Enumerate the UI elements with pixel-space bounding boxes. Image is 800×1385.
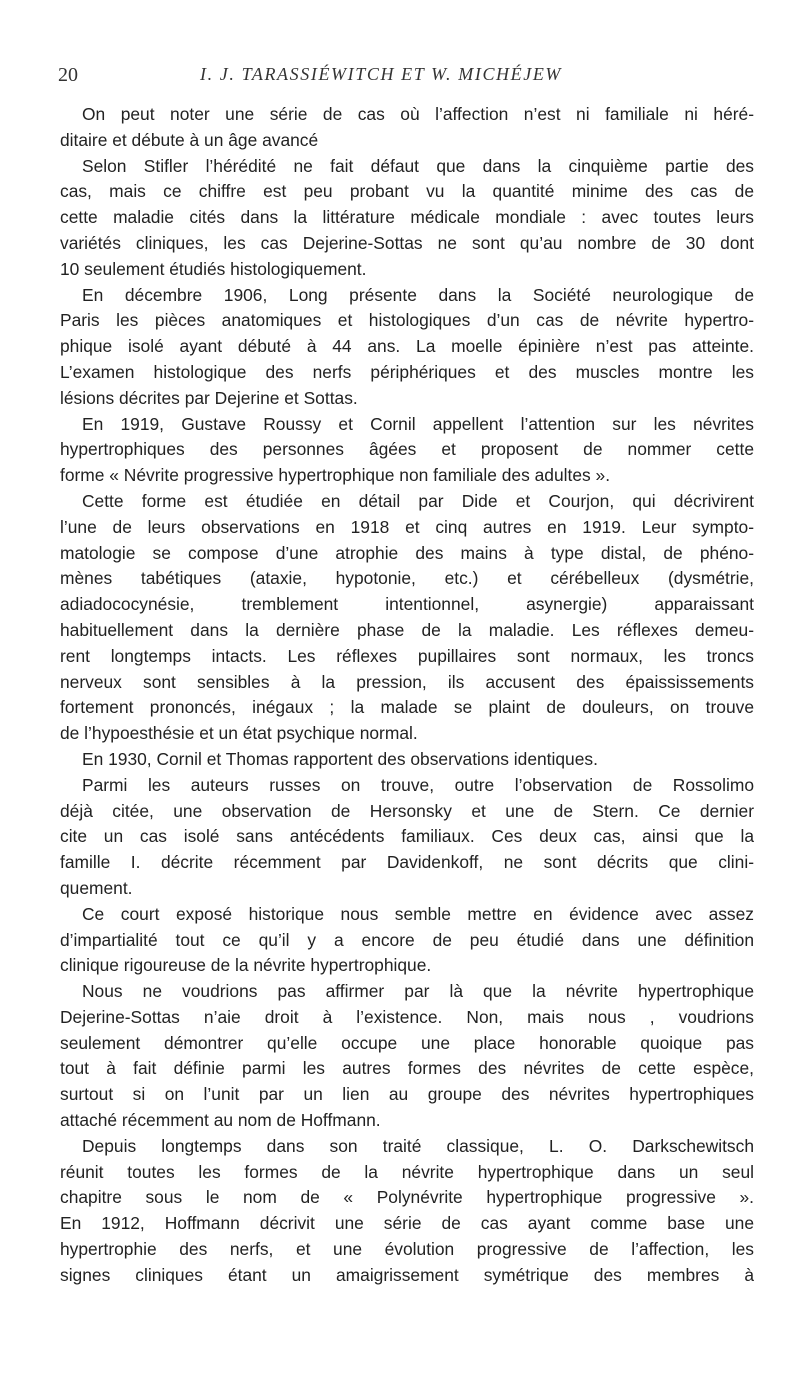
text-line: signes cliniques étant un amaigrissement symétrique des membres à xyxy=(60,1264,754,1285)
text-line: nerveux sont sensibles à la pression, ils accusent des épaississements xyxy=(60,671,754,692)
paragraph xyxy=(60,102,754,154)
text-line: surtout si on l’unit par un lien au groupe des névrites hypertrophiques xyxy=(60,1084,754,1105)
paragraph xyxy=(60,154,754,283)
text-line: matologie se compose d’une atrophie des mains à type distal, de phéno- xyxy=(60,542,754,563)
text-line: cas, mais ce chiffre est peu probant vu la quantité minime des cas de xyxy=(60,181,754,202)
text-line: attaché récemment au nom de Hoffmann. xyxy=(60,1110,381,1131)
text-line: ditaire et débute à un âge avancé xyxy=(60,129,319,150)
text-line: adiadococynésie, tremblement intentionnel, asynergie) apparaissant xyxy=(60,594,754,615)
running-head xyxy=(58,64,758,94)
text-line: famille I. décrite récemment par Davidenkoff, ne sont décrits que clini- xyxy=(60,852,754,873)
text-line: l’une de leurs observations en 1918 et cinq autres en 1919. Leur sympto- xyxy=(60,516,754,537)
text-line: cette maladie cités dans la littérature médicale mondiale : avec toutes leurs xyxy=(60,207,754,228)
text-line: Cette forme est étudiée en détail par Dide et Courjon, qui décrivirent xyxy=(82,490,754,511)
text-line: On peut noter une série de cas où l’affection n’est ni familiale ni héré- xyxy=(82,104,754,124)
text-line: Paris les pièces anatomiques et histologiques d’un cas de névrite hypertro- xyxy=(60,310,754,331)
paragraph xyxy=(60,1134,754,1289)
text-line: En 1930, Cornil et Thomas rapportent des observations identiques. xyxy=(82,748,598,769)
text-line: Nous ne voudrions pas affirmer par là que la névrite hypertrophique xyxy=(82,981,754,1002)
text-line: hypertrophie des nerfs, et une évolution progressive de l’affection, les xyxy=(60,1239,754,1260)
text-line: En 1919, Gustave Roussy et Cornil appellent l’attention sur les névrites xyxy=(82,413,754,434)
text-line: de l’hypoesthésie et un état psychique normal. xyxy=(60,723,418,744)
text-line: phique isolé ayant débuté à 44 ans. La moelle épinière n’est pas atteinte. xyxy=(60,336,754,357)
paragraph xyxy=(60,979,754,1134)
text-line: Depuis longtemps dans son traité classique, L. O. Darkschewitsch xyxy=(82,1135,754,1156)
page-number: 20 xyxy=(58,64,78,86)
text-line: chapitre sous le nom de « Polynévrite hypertrophique progressive ». xyxy=(60,1187,754,1208)
text-line: En 1912, Hoffmann décrivit une série de cas ayant comme base une xyxy=(60,1213,754,1234)
paragraph xyxy=(60,902,754,979)
text-line: Parmi les auteurs russes on trouve, outre l’observation de Rossolimo xyxy=(82,774,754,795)
paragraph xyxy=(60,283,754,412)
text-line: seulement démontrer qu’elle occupe une place honorable quoique pas xyxy=(60,1032,754,1053)
text-line: déjà citée, une observation de Hersonsky et une de Stern. Ce dernier xyxy=(60,800,754,821)
text-line: rent longtemps intacts. Les réflexes pupillaires sont normaux, les troncs xyxy=(60,645,754,666)
text-line: cite un cas isolé sans antécédents familiaux. Ces deux cas, ainsi que la xyxy=(60,826,754,847)
text-line: réunit toutes les formes de la névrite hypertrophique dans un seul xyxy=(60,1161,754,1182)
text-line: quement. xyxy=(60,877,133,898)
paragraph xyxy=(60,773,754,902)
running-title: I. J. TARASSIÉWITCH ET W. MICHÉJEW xyxy=(200,64,563,84)
paragraph xyxy=(60,747,754,773)
text-line: Selon Stifler l’hérédité ne fait défaut que dans la cinquième partie des xyxy=(82,155,754,176)
paragraph xyxy=(60,489,754,747)
paragraph xyxy=(60,412,754,489)
text-line: En décembre 1906, Long présente dans la Société neurologique de xyxy=(82,284,754,305)
text-line: L’examen histologique des nerfs périphériques et des muscles montre les xyxy=(60,361,754,382)
text-line: variétés cliniques, les cas Dejerine-Sottas ne sont qu’au nombre de 30 dont xyxy=(60,232,754,253)
body-text xyxy=(60,102,754,1289)
text-line: clinique rigoureuse de la névrite hypertrophique. xyxy=(60,955,432,976)
text-line: habituellement dans la dernière phase de la maladie. Les réflexes demeu- xyxy=(60,619,754,640)
text-line: mènes tabétiques (ataxie, hypotonie, etc.) et cérébelleux (dysmétrie, xyxy=(60,568,754,589)
text-line: hypertrophiques des personnes âgées et proposent de nommer cette xyxy=(60,439,754,460)
text-line: fortement prononcés, inégaux ; la malade se plaint de douleurs, on trouve xyxy=(60,697,754,718)
text-line: 10 seulement étudiés histologiquement. xyxy=(60,258,367,279)
text-line: lésions décrites par Dejerine et Sottas. xyxy=(60,387,358,408)
text-line: Dejerine-Sottas n’aie droit à l’existence. Non, mais nous , voudrions xyxy=(60,1006,754,1027)
text-line: forme « Névrite progressive hypertrophique non familiale des adultes ». xyxy=(60,465,611,486)
text-line: tout à fait définie parmi les autres formes des névrites de cette espèce, xyxy=(60,1058,754,1079)
text-line: Ce court exposé historique nous semble mettre en évidence avec assez xyxy=(82,903,754,924)
text-line: d’impartialité tout ce qu’il y a encore de peu étudié dans une définition xyxy=(60,929,754,950)
